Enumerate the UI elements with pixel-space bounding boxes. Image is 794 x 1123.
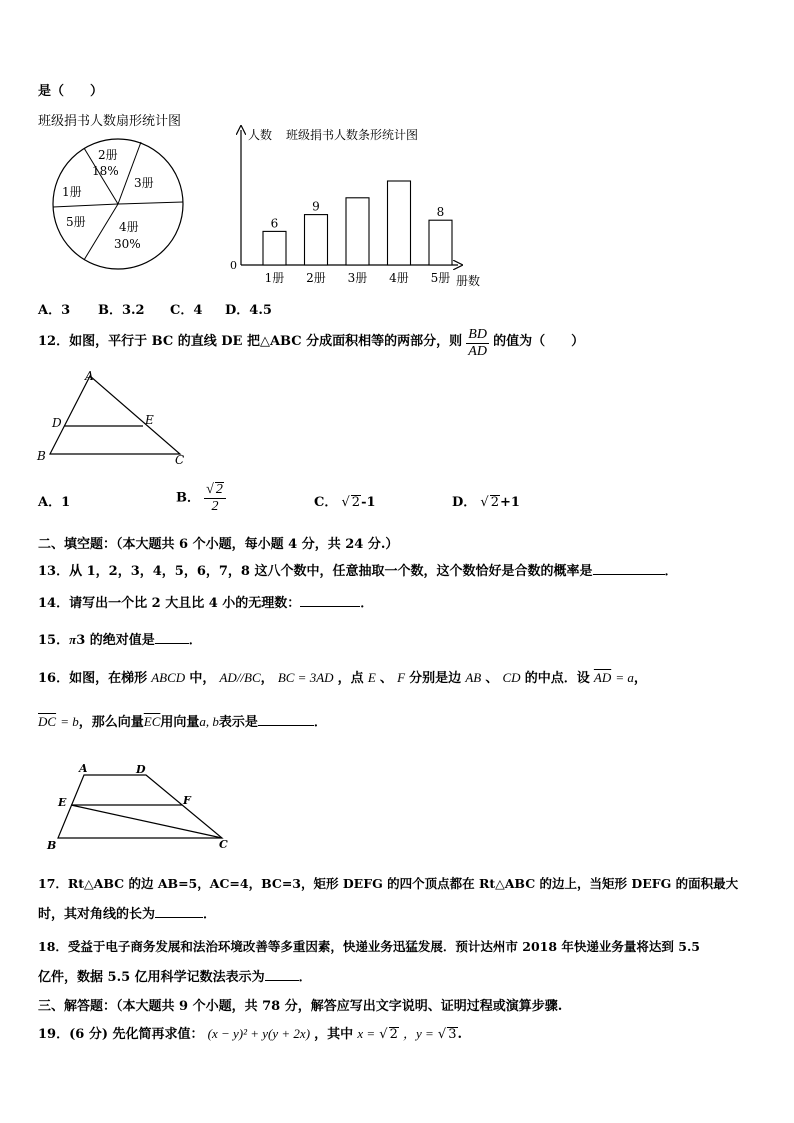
q19: 19．(6 分) 先化简再求值： (x − y)² + y(y + 2x) ，其中 x = √ 2 ，y = √ 3. [38,1026,463,1042]
bar-category-label-3: 3册 [347,271,368,285]
q19-mid: ，其中 [314,1027,354,1042]
q15-answer-blank[interactable] [155,631,189,644]
bar-value-label-5: 8 [436,205,445,220]
q16-cond-2: BC = 3AD [277,670,334,685]
q17-line-2 [38,905,216,924]
segment-ec [71,805,222,838]
bar-chart-title: 班级捐书人数条形统计图 [286,128,419,142]
q13-answer-blank[interactable] [593,562,665,575]
q12-option-b [176,482,226,515]
label-d: D [52,416,62,430]
q11-option-c: C．4 [170,303,203,318]
q19-expression: (x − y)² + y(y + 2x) [207,1026,311,1041]
q11-option-a: A．3 [38,303,71,318]
bar-category-label-1: 1册 [264,271,285,285]
q16-text-5: 的中点．设 [524,671,590,686]
q12-option-c: C． √ 2-1 [314,495,376,510]
q18-line-2 [38,968,312,987]
x-axis-label: 册数 [456,274,481,288]
q16-eq-b: = b [60,714,79,729]
q11-option-d: D．4.5 [225,303,272,318]
q19-x-rad: 2 [389,1027,398,1042]
q15-pi: π [69,632,77,647]
q16-period: ． [313,715,327,730]
q16-text-7: 用向量 [160,715,200,730]
trapezoid-abcd [58,775,222,838]
pie-label-3: 3册 [134,176,154,190]
q17-text: 时，其对角线的长为 [38,907,156,922]
q11-tail: 是（ ） [38,84,104,99]
trap-label-f: F [183,794,191,807]
q16-dun-2: 、 [485,671,499,686]
q14-period: ． [360,596,374,611]
q19-lead: 19．(6 分) 先化简再求值： [38,1027,204,1042]
q16-text-3: ，点 [337,671,364,686]
q16-line-1 [38,669,647,688]
pie-divider-2-3 [118,142,141,204]
label-b: B [37,449,46,463]
trap-label-d: D [136,763,146,776]
q19-y-rad: 3 [448,1027,457,1042]
q16-vector-ec: $\overline{EC}$ [143,714,161,729]
q13-text: 13．从 1，2，3，4，5，6，7，8 这八个数中，任意抽取一个数，这个数恰好是合数的概率是 [38,564,593,579]
q19-end: . [457,1027,463,1042]
q18-period: ． [298,970,312,985]
q16-point-e: E [367,670,376,685]
q12-option-a: A．1 [38,495,71,510]
q12-option-b-label: B． [176,490,200,506]
q14 [38,594,373,613]
pie-chart [46,132,191,277]
trap-label-b: B [47,839,57,852]
q12-option-d: D． √ 2+1 [452,495,520,510]
q12-frac-den: AD [468,344,487,359]
q16-text-6: ，那么向量 [78,715,144,730]
origin-label: 0 [230,259,237,272]
q12-option-d-tail: +1 [500,495,520,510]
q12-text-after: 的值为（ ） [493,334,585,349]
q18-answer-blank[interactable] [265,968,299,981]
q12-fraction [466,327,489,360]
pie-divider-4-5 [84,204,118,260]
bar-chart [226,122,496,292]
q12-option-d-rad: 2 [490,495,499,510]
q16-side-ab: AB [465,670,482,685]
q15-period: ． [188,633,202,648]
q16-text-4: 分别是边 [409,671,462,686]
pie-divider-3-4 [118,202,183,204]
q16-line-2 [38,713,327,732]
q12-stem [38,327,584,360]
y-axis-label: 人数 [248,128,273,142]
q16-abcd: ABCD [151,670,186,685]
bar-5 [429,220,452,265]
q17-line-1: 17．Rt△ABC 的边 AB=5，AC=4，BC=3，矩形 DEFG 的四个顶点都在 Rt△ABC 的边上，当矩形 DEFG 的面积最大 [38,876,739,891]
q12-option-b-frac: $\frac{√ 2}{2}$ [204,482,226,515]
q17-answer-blank[interactable] [155,905,203,918]
bar-1 [263,231,286,265]
trap-label-a: A [79,762,88,775]
q16-point-f: F [397,670,406,685]
bar-category-label-4: 4册 [389,271,409,285]
q15 [38,631,202,650]
trap-label-c: C [219,838,228,851]
pie-label-1: 1册 [62,185,82,199]
q13 [38,562,678,581]
section-2-heading: 二、填空题：（本大题共 6 个小题，每小题 4 分，共 24 分.） [38,537,399,552]
q16-side-cd: CD [502,670,521,685]
bar-category-label-2: 2册 [306,271,326,285]
pie-divider-5-1 [53,204,118,207]
pie-label-2: 2册 [98,148,118,162]
bar-value-label-2: 9 [312,199,320,214]
section-3-heading: 三、解答题：（本大题共 9 个小题，共 78 分，解答应写出文字说明、证明过程或演算步骤. [38,999,563,1014]
q19-x-eq: x = [357,1026,376,1041]
q16-comma: ， [260,671,274,686]
q16-cond-1: AD//BC [219,670,261,685]
pie-pct-2: 18% [92,164,119,178]
trap-label-e: E [58,796,67,809]
q13-period: ． [664,564,678,579]
q16-vectors-ab: a, b [199,714,219,729]
bar-category-label-5: 5册 [430,271,451,285]
q18-line-1: 18．受益于电子商务发展和法治环境改善等多重因素，快递业务迅猛发展．预计达州市 2018 年快递业务量将达到 5.5 [38,939,700,954]
q12-triangle-figure [34,368,194,468]
q16-dun: 、 [379,671,393,686]
pie-pct-4: 30% [114,237,141,251]
q16-answer-blank[interactable] [258,713,314,726]
bar-value-label-1: 6 [270,216,279,231]
q18-text: 亿件，数据 5.5 亿用科学记数法表示为 [38,970,265,985]
q16-text-1: 16．如图，在梯形 [38,671,148,686]
label-c: C [175,453,185,467]
bar-group [263,181,452,285]
triangle-abc [50,376,180,454]
q16-vector-dc: $\overline{DC}$ [38,714,57,729]
q19-y-eq: ，y = [402,1026,434,1041]
q14-answer-blank[interactable] [300,594,360,607]
bar-3 [346,198,369,265]
pie-label-5: 5册 [66,215,86,229]
q16-text-8: 表示是 [218,715,258,730]
label-e: E [145,413,154,427]
q11-option-b: B．3.2 [98,303,145,318]
q14-text: 14．请写出一个比 2 大且比 4 小的无理数： [38,596,301,611]
q12-frac-num: BD [468,327,487,342]
bar-4 [388,181,411,265]
q15-text: 3 的绝对值是 [76,633,155,648]
q12-option-c-rad: 2 [351,495,361,510]
q12-option-c-label: C． [314,495,338,510]
q12-text-before: 12．如图，平行于 BC 的直线 DE 把△ABC 分成面积相等的两部分，则 [38,334,463,349]
q12-option-b-den: 2 [211,499,219,514]
q16-comma-2: ， [633,671,647,686]
pie-chart-caption: 班级捐书人数扇形统计图 [38,114,182,129]
q12-option-d-label: D． [452,495,477,510]
q16-text-2: 中， [189,671,216,686]
q16-eq-a: = a [615,670,634,685]
q16-vector-ad: $\overline{AD}$ [593,670,612,685]
label-a: A [85,369,94,383]
q16-trapezoid-figure [44,760,244,856]
pie-label-4: 4册 [119,220,139,234]
bar-2 [305,215,328,265]
q12-option-b-num: 2 [215,482,223,497]
q15-number: 15． [38,633,70,648]
q17-period: ． [203,907,217,922]
q12-option-c-tail: -1 [361,495,376,510]
